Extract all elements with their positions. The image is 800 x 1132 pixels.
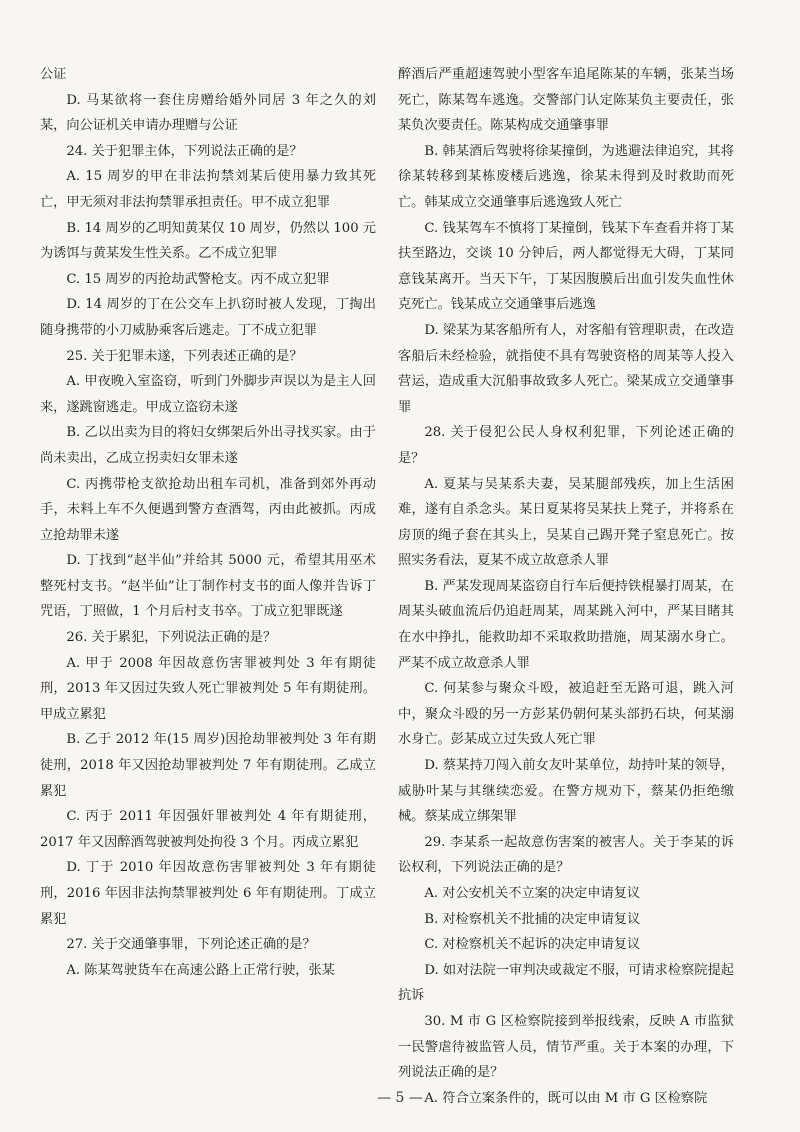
paragraph: D. 丁于 2010 年因故意伤害罪被判处 3 年有期徒刑，2016 年因非法拘禁罪被判处 6 年有期徒刑。丁成立累犯 [40,860,376,927]
paragraph: 30. M 市 G 区检察院接到举报线索，反映 A 市监狱一民警虐待被监管人员，情节严重。关于本案的办理，下列说法正确的是？ [398,1013,734,1081]
paragraph: C. 15 周岁的丙抢劫武警枪支。丙不成立犯罪 [66,271,330,287]
paragraph: D. 蔡某持刀闯入前女友叶某单位，劫持叶某的领导，威胁叶某与其继续恋爱。在警方规劝下，蔡某仍拒绝缴械。蔡某成立绑架罪 [398,758,734,825]
page-number: — 5 — [377,1090,423,1106]
paragraph: 27. 关于交通肇事罪，下列论述正确的是？ [66,937,316,953]
paragraph: 25. 关于犯罪未遂，下列表述正确的是？ [66,348,303,364]
paragraph: 24. 关于犯罪主体，下列说法正确的是？ [66,143,303,159]
paragraph: B. 乙于 2012 年(15 周岁)因抢劫罪被判处 3 年有期徒刑，2018 年又因抢劫罪被判处 7 年有期徒刑。乙成立累犯 [40,732,376,799]
paragraph: C. 何某参与聚众斗殴，被追赶至无路可退，跳入河中，聚众斗殴的另一方彭某仍朝何某头部扔石块，何某溺水身亡。彭某成立过失致人死亡罪 [398,681,734,748]
paragraph: B. 韩某酒后驾驶将徐某撞倒，为逃避法律追究，其将徐某转移到某栋废楼后逃逸，徐某未得到及时救助而死亡。韩某成立交通肇事后逃逸致人死亡 [398,143,734,210]
paragraph: B. 严某发现周某盗窃自行车后便持铁棍暴打周某，在周某头破血流后仍追赶周某，周某跳入河中，严某目睹其在水中挣扎，能救助却不采取救助措施，周某溺水身亡。严某不成立故意杀人罪 [398,578,734,671]
left-column [40,62,376,983]
paragraph: D. 丁找到“赵半仙”并给其 5000 元，希望其用巫术整死村支书。“赵半仙”让丁制作村支书的面人像并告诉丁咒语，丁照做，1 个月后村支书卒。丁成立犯罪既遂 [40,553,376,620]
paragraph: A. 符合立案条件的，既可以由 M 市 G 区检察院 [424,1090,708,1106]
paragraph: 公证 [40,67,67,82]
paragraph: C. 丙携带枪支欲抢劫出租车司机，准备到郊外再动手，未料上车不久便遇到警方查酒驾，丙由此被抓。丙成立抢劫罪未遂 [40,476,376,543]
paragraph: D. 如对法院一审判决或裁定不服，可请求检察院提起抗诉 [398,962,734,1004]
paragraph: D. 马某欲将一套住房赠给婚外同居 3 年之久的刘某，向公证机关申请办理赠与公证 [40,92,376,134]
paragraph: A. 对公安机关不立案的决定申请复议 [424,886,641,901]
paragraph: 26. 关于累犯，下列说法正确的是？ [66,630,277,646]
paragraph: A. 陈某驾驶货车在高速公路上正常行驶，张某 [66,962,335,978]
paragraph: B. 对检察机关不批捕的决定申请复议 [424,911,641,927]
paragraph: B. 乙以出卖为目的将妇女绑架后外出寻找买家。由于尚未卖出，乙成立拐卖妇女罪未遂 [40,425,376,466]
paragraph: D. 14 周岁的丁在公交车上扒窃时被人发现，丁掏出随身携带的小刀威胁乘客后逃走。丁不成立犯罪 [40,297,376,338]
paragraph: A. 15 周岁的甲在非法拘禁刘某后使用暴力致其死亡，甲无须对非法拘禁罪承担责任。甲不成立犯罪 [40,169,376,210]
paragraph: 29. 李某系一起故意伤害案的被害人。关于李某的诉讼权利，下列说法正确的是？ [398,834,734,876]
paragraph: A. 甲夜晚入室盗窃，听到门外脚步声误以为是主人回来，遂跳窗逃走。甲成立盗窃未遂 [40,374,376,415]
paragraph: C. 丙于 2011 年因强奸罪被判处 4 年有期徒刑，2017 年又因醉酒驾驶被判处拘役 3 个月。丙成立累犯 [40,809,376,850]
paragraph: B. 14 周岁的乙明知黄某仅 10 周岁，仍然以 100 元为诱饵与黄某发生性关系。乙不成立犯罪 [40,220,376,262]
paragraph: D. 梁某为某客船所有人，对客船有管理职责，在改造客船后未经检验，就指使不具有驾驶资格的周某等人投入营运，造成重大沉船事故致多人死亡。梁某成立交通肇事罪 [398,322,734,415]
paragraph: C. 钱某驾车不慎将丁某撞倒，钱某下车查看并将丁某扶至路边，交谈 10 分钟后，两人都觉得无大碍，丁某同意钱某离开。当天下午，丁某因腹膜后出血引发失血性休克死亡。钱某成立交通肇事后逃逸 [398,220,734,313]
paragraph: C. 对检察机关不起诉的决定申请复议 [424,937,641,953]
paragraph: A. 甲于 2008 年因故意伤害罪被判处 3 年有期徒刑，2013 年又因过失致人死亡罪被判处 5 年有期徒刑。甲成立累犯 [40,655,376,722]
paragraph: A. 夏某与吴某系夫妻，吴某腿部残疾，加上生活困难，遂有自杀念头。某日夏某将吴某扶上凳子，并将系在房顶的绳子套在其头上，吴某自己踢开凳子窒息死亡。按照实务看法，夏某不成立故意杀人罪 [398,476,734,569]
right-column [398,62,734,1111]
paragraph: 28. 关于侵犯公民人身权利犯罪，下列论述正确的是？ [398,425,734,466]
paragraph: 醉酒后严重超速驾驶小型客车追尾陈某的车辆，张某当场死亡，陈某驾车逃逸。交警部门认定陈某负主要责任，张某负次要责任。陈某构成交通肇事罪 [398,67,734,134]
